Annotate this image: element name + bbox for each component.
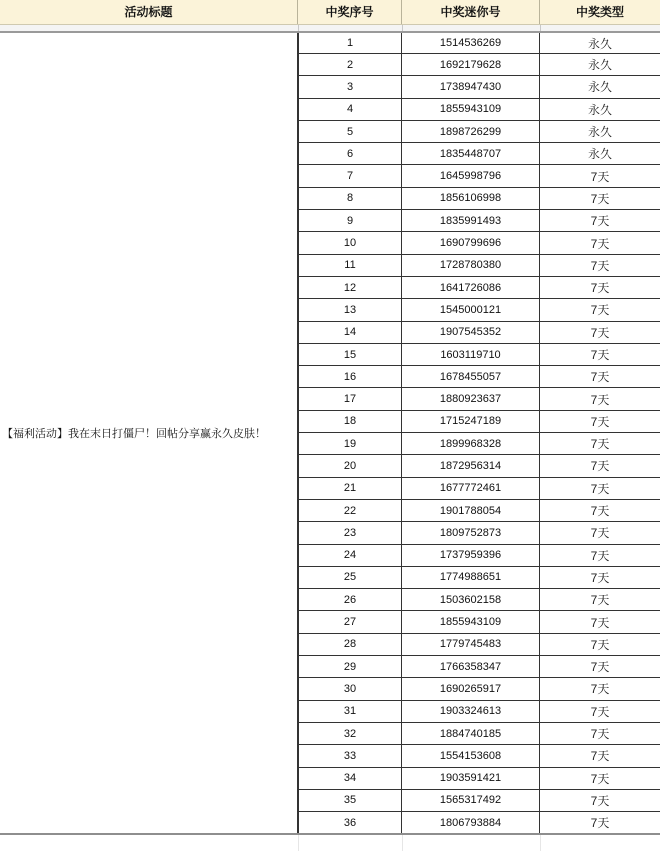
mini-number-cell: 1856106998	[401, 188, 539, 209]
footer-column-line	[540, 835, 541, 851]
prize-type-cell: 7天	[539, 277, 660, 298]
prize-type-cell: 7天	[539, 611, 660, 632]
prize-seq-cell: 22	[297, 500, 401, 521]
table-row	[297, 411, 660, 433]
prize-seq-cell: 2	[297, 54, 401, 75]
mini-number-cell: 1565317492	[401, 790, 539, 811]
prize-seq-cell: 17	[297, 388, 401, 409]
mini-number-cell: 1677772461	[401, 478, 539, 499]
prize-seq-cell: 20	[297, 455, 401, 476]
table-row	[297, 232, 660, 254]
prize-seq-cell: 27	[297, 611, 401, 632]
prize-type-cell: 7天	[539, 701, 660, 722]
table-row	[297, 344, 660, 366]
mini-number-cell: 1737959396	[401, 545, 539, 566]
table-row	[297, 210, 660, 232]
prize-type-cell: 7天	[539, 522, 660, 543]
prize-type-cell: 7天	[539, 589, 660, 610]
table-row	[297, 545, 660, 567]
activity-title-text: 【福利活动】我在末日打僵尸！回帖分享赢永久皮肤！	[2, 428, 266, 440]
table-row	[297, 165, 660, 187]
header-prize-type: 中奖类型	[575, 5, 624, 19]
mini-number-cell: 1690265917	[401, 678, 539, 699]
prize-type-cell: 永久	[539, 76, 660, 97]
prize-type-cell: 7天	[539, 656, 660, 677]
table-row	[297, 768, 660, 790]
prize-type-cell: 7天	[539, 634, 660, 655]
table-row	[297, 500, 660, 522]
prize-seq-cell: 7	[297, 165, 401, 186]
table-row	[297, 54, 660, 76]
table-row	[297, 299, 660, 321]
header-prize-seq: 中奖序号	[298, 0, 402, 24]
table-row	[297, 678, 660, 700]
prize-type-cell: 7天	[539, 433, 660, 454]
mini-number-cell: 1645998796	[401, 165, 539, 186]
mini-number-cell: 1809752873	[401, 522, 539, 543]
prize-type-cell: 7天	[539, 388, 660, 409]
mini-number-cell: 1835448707	[401, 143, 539, 164]
footer-column-line	[402, 835, 403, 851]
table-row	[297, 388, 660, 410]
table-row	[297, 277, 660, 299]
table-row	[297, 790, 660, 812]
prize-type-cell: 7天	[539, 255, 660, 276]
prize-seq-cell: 24	[297, 545, 401, 566]
footer-column-line	[298, 835, 299, 851]
prize-seq-cell: 19	[297, 433, 401, 454]
strip-divider	[402, 25, 403, 31]
prize-seq-cell: 3	[297, 76, 401, 97]
prize-type-cell: 7天	[539, 678, 660, 699]
prize-seq-cell: 34	[297, 768, 401, 789]
prize-seq-cell: 15	[297, 344, 401, 365]
mini-number-cell: 1545000121	[401, 299, 539, 320]
mini-number-cell: 1898726299	[401, 121, 539, 142]
mini-number-cell: 1692179628	[401, 54, 539, 75]
mini-number-cell: 1715247189	[401, 411, 539, 432]
prize-seq-cell: 35	[297, 790, 401, 811]
table-row	[297, 322, 660, 344]
mini-number-cell: 1503602158	[401, 589, 539, 610]
prize-seq-cell: 30	[297, 678, 401, 699]
mini-number-cell: 1855943109	[401, 99, 539, 120]
mini-number-cell: 1603119710	[401, 344, 539, 365]
strip-divider	[540, 25, 541, 31]
prize-type-cell: 7天	[539, 745, 660, 766]
mini-number-cell: 1766358347	[401, 656, 539, 677]
prize-seq-cell: 14	[297, 322, 401, 343]
prize-seq-cell: 16	[297, 366, 401, 387]
prize-type-cell: 永久	[539, 54, 660, 75]
prize-seq-cell: 11	[297, 255, 401, 276]
prize-type-cell: 7天	[539, 790, 660, 811]
mini-number-cell: 1903591421	[401, 768, 539, 789]
prize-seq-cell: 8	[297, 188, 401, 209]
mini-number-cell: 1641726086	[401, 277, 539, 298]
strip-divider	[298, 25, 299, 31]
prize-seq-cell: 10	[297, 232, 401, 253]
prize-type-cell: 7天	[539, 165, 660, 186]
prize-type-cell: 7天	[539, 768, 660, 789]
prize-type-cell: 7天	[539, 322, 660, 343]
prize-type-cell: 7天	[539, 299, 660, 320]
table-row	[297, 188, 660, 210]
table-header	[0, 0, 660, 25]
header-separator-strip	[0, 25, 660, 33]
prize-seq-cell: 12	[297, 277, 401, 298]
mini-number-cell: 1899968328	[401, 433, 539, 454]
prize-seq-cell: 36	[297, 812, 401, 833]
table-row	[297, 433, 660, 455]
prize-seq-cell: 5	[297, 121, 401, 142]
table-row	[297, 589, 660, 611]
table-row	[297, 455, 660, 477]
prize-type-cell: 7天	[539, 455, 660, 476]
table-row	[297, 255, 660, 277]
table-row	[297, 121, 660, 143]
prize-seq-cell: 4	[297, 99, 401, 120]
table-row	[297, 99, 660, 121]
prize-type-cell: 7天	[539, 411, 660, 432]
table-row	[297, 701, 660, 723]
mini-number-cell: 1678455057	[401, 366, 539, 387]
table-row	[297, 656, 660, 678]
table-row	[297, 745, 660, 767]
prize-type-cell: 7天	[539, 210, 660, 231]
mini-number-cell: 1903324613	[401, 701, 539, 722]
table-row	[297, 478, 660, 500]
table-row	[297, 143, 660, 165]
mini-number-cell: 1806793884	[401, 812, 539, 833]
prize-seq-cell: 21	[297, 478, 401, 499]
prize-seq-cell: 13	[297, 299, 401, 320]
mini-number-cell: 1835991493	[401, 210, 539, 231]
prize-seq-cell: 32	[297, 723, 401, 744]
mini-number-cell: 1774988651	[401, 567, 539, 588]
header-activity-title: 活动标题	[0, 0, 298, 24]
prize-type-cell: 7天	[539, 567, 660, 588]
prize-seq-cell: 31	[297, 701, 401, 722]
prize-seq-cell: 28	[297, 634, 401, 655]
prize-type-cell: 永久	[539, 121, 660, 142]
activity-title-cell	[0, 33, 297, 833]
table-bottom-border	[0, 833, 660, 835]
mini-number-cell: 1872956314	[401, 455, 539, 476]
mini-number-cell: 1907545352	[401, 322, 539, 343]
mini-number-cell: 1738947430	[401, 76, 539, 97]
prize-type-cell: 永久	[539, 33, 660, 53]
table-row	[297, 522, 660, 544]
prize-type-cell: 7天	[539, 232, 660, 253]
prize-type-cell: 永久	[539, 143, 660, 164]
mini-number-cell: 1554153608	[401, 745, 539, 766]
table-row	[297, 76, 660, 98]
prize-type-cell: 7天	[539, 366, 660, 387]
prize-type-cell: 7天	[539, 188, 660, 209]
prize-seq-cell: 1	[297, 33, 401, 53]
prize-type-cell: 永久	[539, 99, 660, 120]
mini-number-cell: 1880923637	[401, 388, 539, 409]
table-row	[297, 567, 660, 589]
prize-type-cell: 7天	[539, 545, 660, 566]
table-row	[297, 611, 660, 633]
prize-type-cell: 7天	[539, 500, 660, 521]
prize-seq-cell: 18	[297, 411, 401, 432]
prize-seq-cell: 25	[297, 567, 401, 588]
mini-number-cell: 1855943109	[401, 611, 539, 632]
mini-number-cell: 1901788054	[401, 500, 539, 521]
table-row	[297, 634, 660, 656]
mini-number-cell: 1884740185	[401, 723, 539, 744]
header-mini-number: 中奖迷你号	[402, 0, 540, 24]
prize-seq-cell: 33	[297, 745, 401, 766]
mini-number-cell: 1728780380	[401, 255, 539, 276]
prize-seq-cell: 26	[297, 589, 401, 610]
table-row	[297, 33, 660, 54]
mini-number-cell: 1690799696	[401, 232, 539, 253]
table-row	[297, 812, 660, 834]
prize-type-cell: 7天	[539, 478, 660, 499]
prize-type-cell: 7天	[539, 812, 660, 833]
mini-number-cell: 1514536269	[401, 33, 539, 53]
prize-seq-cell: 23	[297, 522, 401, 543]
prize-seq-cell: 29	[297, 656, 401, 677]
prize-type-cell: 7天	[539, 344, 660, 365]
table-row	[297, 723, 660, 745]
prize-seq-cell: 9	[297, 210, 401, 231]
winners-table-body	[297, 33, 660, 834]
mini-number-cell: 1779745483	[401, 634, 539, 655]
prize-seq-cell: 6	[297, 143, 401, 164]
table-row	[297, 366, 660, 388]
prize-type-cell: 7天	[539, 723, 660, 744]
